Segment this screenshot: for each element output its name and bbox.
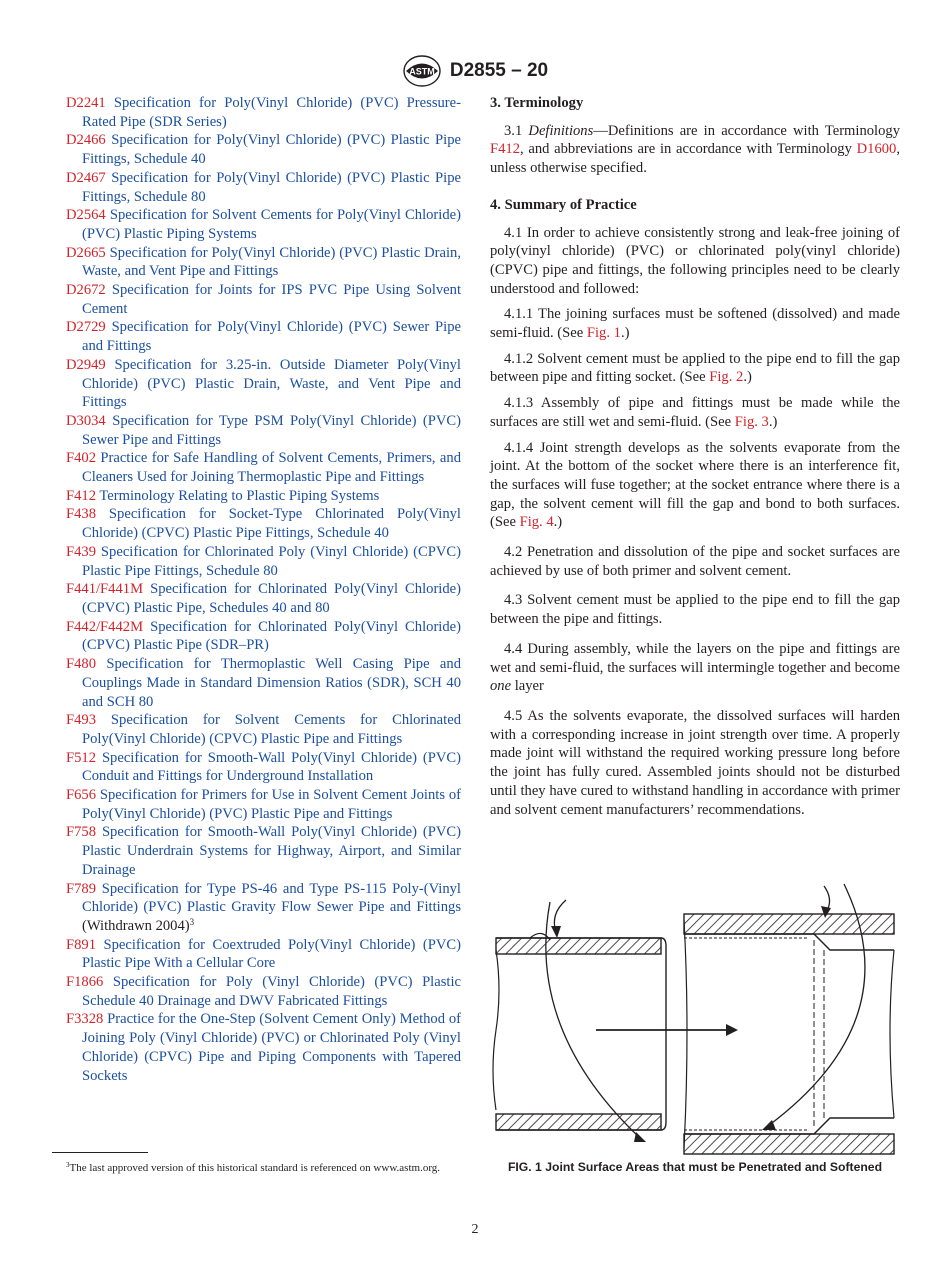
reference-code-link[interactable]: D2564 xyxy=(66,207,106,224)
paragraph-4-1-1: 4.1.1 The joining surfaces must be softened (dissolved) and made semi-fluid. (See Fig. 1.) xyxy=(490,306,900,342)
reference-code-link[interactable]: F441/F441M xyxy=(66,581,144,598)
reference-item xyxy=(66,543,461,580)
reference-title-link[interactable]: Practice for the One-Step (Solvent Cement Only) Method of Joining Poly (Vinyl Chloride) (PVC) or Chlorinated Poly (Vinyl Chloride) (CPVC) Pipe and Piping Components with Tapered Sockets xyxy=(82,1011,461,1084)
reference-code-link[interactable]: F442/F442M xyxy=(66,618,144,635)
reference-title-link[interactable]: Specification for Poly(Vinyl Chloride) (PVC) Sewer Pipe and Fittings xyxy=(82,319,461,355)
reference-title-link[interactable]: Specification for Chlorinated Poly(Vinyl Chloride) (CPVC) Plastic Pipe, Schedules 40 and 80 xyxy=(82,581,461,616)
reference-title-link[interactable]: Specification for Smooth-Wall Poly(Vinyl Chloride) (PVC) Conduit and Fittings for Underground Installation xyxy=(82,749,462,785)
reference-item xyxy=(66,936,461,973)
paragraph-4-1-4: 4.1.4 Joint strength develops as the solvents evaporate from the joint. At the bottom of the socket where there is an interference fit, the surfaces will fuse together; at the socket entrance where there is a gap, the solvent cement will fill the gap and bond to both surfaces. (See Fig. 4.) xyxy=(490,439,900,531)
reference-item xyxy=(66,618,461,655)
reference-title-link[interactable]: Specification for Poly (Vinyl Chloride) (PVC) Plastic Schedule 40 Drainage and DWV Fabricated Fittings xyxy=(82,974,461,1009)
reference-item xyxy=(66,412,461,449)
paragraph-3-1: 3.1 Definitions—Definitions are in accordance with Terminology F412, and abbreviations are in accordance with Terminology D1600, unless otherwise specified. xyxy=(490,122,900,177)
reference-code-link[interactable]: F3328 xyxy=(66,1011,104,1028)
footnote-divider xyxy=(52,1152,148,1153)
reference-item xyxy=(66,449,461,486)
reference-title-link[interactable]: Specification for Joints for IPS PVC Pipe Using Solvent Cement xyxy=(82,282,461,317)
astm-logo-icon xyxy=(402,54,442,88)
reference-code-link[interactable]: F1866 xyxy=(66,974,104,991)
reference-code-link[interactable]: F512 xyxy=(66,749,97,766)
reference-title-link[interactable]: Specification for Smooth-Wall Poly(Vinyl Chloride) (PVC) Plastic Underdrain Systems for Highway, Airport, and Similar Drainage xyxy=(82,824,462,878)
reference-code-link[interactable]: F789 xyxy=(66,880,97,897)
reference-code-link[interactable]: D2665 xyxy=(66,244,106,261)
reference-item xyxy=(66,711,461,748)
reference-title-link[interactable]: Specification for 3.25-in. Outside Diameter Poly(Vinyl Chloride) (PVC) Plastic Drain, Waste, and Vent Pipe and Fittings xyxy=(82,356,461,411)
paragraph-4-4: 4.4 During assembly, while the layers on the pipe and fittings are wet and semi-fluid, the surfaces will intermingle together and become one layer xyxy=(490,640,900,695)
reference-code-link[interactable]: F891 xyxy=(66,936,97,953)
reference-item xyxy=(66,973,461,1010)
reference-item xyxy=(66,749,461,786)
reference-title-link[interactable]: Specification for Primers for Use in Solvent Cement Joints of Poly(Vinyl Chloride) (PVC) Plastic Pipe and Fittings xyxy=(82,787,462,822)
socket-fitting-drawing xyxy=(684,914,894,1154)
figure-caption: FIG. 1 Joint Surface Areas that must be Penetrated and Softened xyxy=(507,1160,883,1174)
reference-code-link[interactable]: F438 xyxy=(66,506,97,523)
reference-item xyxy=(66,880,461,936)
reference-title-link[interactable]: Specification for Socket-Type Chlorinated Poly(Vinyl Chloride) (CPVC) Plastic Pipe Fittings, Schedule 40 xyxy=(82,506,461,542)
paragraph-4-5: 4.5 As the solvents evaporate, the dissolved surfaces will harden with a corresponding increase in joint strength over time. A properly made joint will withstand the required working pressure long before the joint has fully cured. Assembled joints should not be disturbed until they have cured to withstand handling in accordance with primer and solvent cement manufacturers’ recommendations. xyxy=(490,707,900,818)
reference-code-link[interactable]: F480 xyxy=(66,656,97,673)
reference-title-link[interactable]: Specification for Type PSM Poly(Vinyl Chloride) (PVC) Sewer Pipe and Fittings xyxy=(82,412,462,448)
fig-1-joint-diagram xyxy=(490,880,900,1160)
reference-title-link[interactable]: Specification for Chlorinated Poly(Vinyl Chloride) (CPVC) Plastic Pipe (SDR–PR) xyxy=(82,618,461,654)
reference-title-link[interactable]: Specification for Poly(Vinyl Chloride) (PVC) Plastic Pipe Fittings, Schedule 40 xyxy=(82,132,461,168)
reference-code-link[interactable]: F439 xyxy=(66,543,97,560)
ref-link-f412[interactable]: F412 xyxy=(490,141,521,158)
reference-code-link[interactable]: D3034 xyxy=(66,412,106,429)
reference-title-link[interactable]: Specification for Poly(Vinyl Chloride) (PVC) Pressure-Rated Pipe (SDR Series) xyxy=(82,95,461,130)
footnote-3: $^3$The last approved version of this historical standard is referenced on www.astm.org. xyxy=(66,1161,441,1174)
paragraph-4-1-2: 4.1.2 Solvent cement must be applied to the pipe end to fill the gap between pipe and fitting socket. (See Fig. 2.) xyxy=(490,350,900,386)
reference-title-link[interactable]: Specification for Poly(Vinyl Chloride) (PVC) Plastic Drain, Waste, and Vent Pipe and Fittings xyxy=(82,244,461,280)
fig-2-link[interactable]: Fig. 2 xyxy=(709,369,744,386)
reference-code-link[interactable]: F402 xyxy=(66,450,97,467)
reference-item xyxy=(66,244,461,281)
page-header xyxy=(0,54,950,88)
ref-link-d1600[interactable]: D1600 xyxy=(856,141,897,158)
reference-title-link[interactable]: Specification for Type PS-46 and Type PS-115 Poly-(Vinyl Chloride) (PVC) Plastic Gravity Flow Sewer Pipe and Fittings xyxy=(82,880,461,916)
reference-code-link[interactable]: D2241 xyxy=(66,95,106,111)
reference-item xyxy=(66,487,461,506)
astm-logo-text: ASTM xyxy=(409,66,435,77)
insertion-arrow xyxy=(596,1024,738,1036)
reference-title-link[interactable]: Specification for Solvent Cements for Poly(Vinyl Chloride) (PVC) Plastic Piping Systems xyxy=(82,207,461,242)
reference-item xyxy=(66,281,461,318)
reference-item xyxy=(66,655,461,711)
reference-code-link[interactable]: D2949 xyxy=(66,356,106,373)
fig-1-link[interactable]: Fig. 1 xyxy=(586,325,621,342)
reference-title-link[interactable]: Terminology Relating to Plastic Piping Systems xyxy=(99,487,380,504)
reference-title-link[interactable]: Specification for Coextruded Poly(Vinyl Chloride) (PVC) Plastic Pipe With a Cellular Core xyxy=(82,936,461,972)
reference-item xyxy=(66,318,461,355)
reference-title-link[interactable]: Specification for Thermoplastic Well Casing Pipe and Couplings Made in Standard Dimension Ratios (SDR), SCH 40 and SCH 80 xyxy=(82,656,461,710)
paragraph-4-3: 4.3 Solvent cement must be applied to the pipe end to fill the gap between the pipe and fittings. xyxy=(490,592,900,628)
pipe-end-drawing xyxy=(493,933,666,1130)
reference-item xyxy=(66,356,461,412)
reference-code-link[interactable]: D2729 xyxy=(66,319,106,336)
reference-code-link[interactable]: D2466 xyxy=(66,132,106,149)
reference-title-link[interactable]: Practice for Safe Handling of Solvent Cements, Primers, and Cleaners Used for Joining Thermoplastic Pipe and Fittings xyxy=(82,450,461,486)
reference-item xyxy=(66,580,461,617)
document-id: D2855 – 20 xyxy=(449,60,549,81)
reference-title-link[interactable]: Specification for Chlorinated Poly (Vinyl Chloride) (CPVC) Plastic Pipe Fittings, Schedule 80 xyxy=(82,543,461,579)
reference-code-link[interactable]: F656 xyxy=(66,787,97,804)
reference-code-link[interactable]: F493 xyxy=(66,712,97,729)
right-column xyxy=(490,94,900,819)
fig-4-link[interactable]: Fig. 4 xyxy=(519,514,554,531)
reference-status: (Withdrawn 2004) xyxy=(82,917,190,934)
reference-item xyxy=(66,786,461,823)
reference-code-link[interactable]: F758 xyxy=(66,824,97,841)
reference-item xyxy=(66,1010,461,1085)
reference-item xyxy=(66,823,461,879)
page-number: 2 xyxy=(471,1222,479,1237)
reference-title-link[interactable]: Specification for Poly(Vinyl Chloride) (PVC) Plastic Pipe Fittings, Schedule 80 xyxy=(82,169,461,205)
section-3-heading: 3. Terminology xyxy=(490,95,584,111)
reference-code-link[interactable]: F412 xyxy=(66,487,97,504)
reference-item xyxy=(66,94,461,131)
reference-item xyxy=(66,131,461,168)
reference-item xyxy=(66,206,461,243)
footnote-marker: 3 xyxy=(189,916,195,927)
reference-title-link[interactable]: Specification for Solvent Cements for Chlorinated Poly(Vinyl Chloride) (CPVC) Plastic Pipe and Fittings xyxy=(82,712,461,747)
paragraph-4-1: 4.1 In order to achieve consistently strong and leak-free joining of poly(vinyl chloride) (PVC) or chlorinated poly(vinyl chloride) (CPVC) pipe and fittings, the following principles need to be clearly understood and followed: xyxy=(490,224,900,297)
referenced-documents-list xyxy=(66,94,461,1085)
paragraph-4-1-3: 4.1.3 Assembly of pipe and fittings must be made while the surfaces are still wet and semi-fluid. (See Fig. 3.) xyxy=(490,395,900,430)
paragraph-4-2: 4.2 Penetration and dissolution of the pipe and socket surfaces are achieved by use of both primer and solvent cement. xyxy=(490,544,900,579)
section-4-heading: 4. Summary of Practice xyxy=(490,196,637,213)
reference-item xyxy=(66,169,461,206)
reference-item xyxy=(66,505,461,542)
reference-code-link[interactable]: D2672 xyxy=(66,282,106,299)
fig-3-link[interactable]: Fig. 3 xyxy=(734,413,769,430)
reference-code-link[interactable]: D2467 xyxy=(66,169,106,186)
